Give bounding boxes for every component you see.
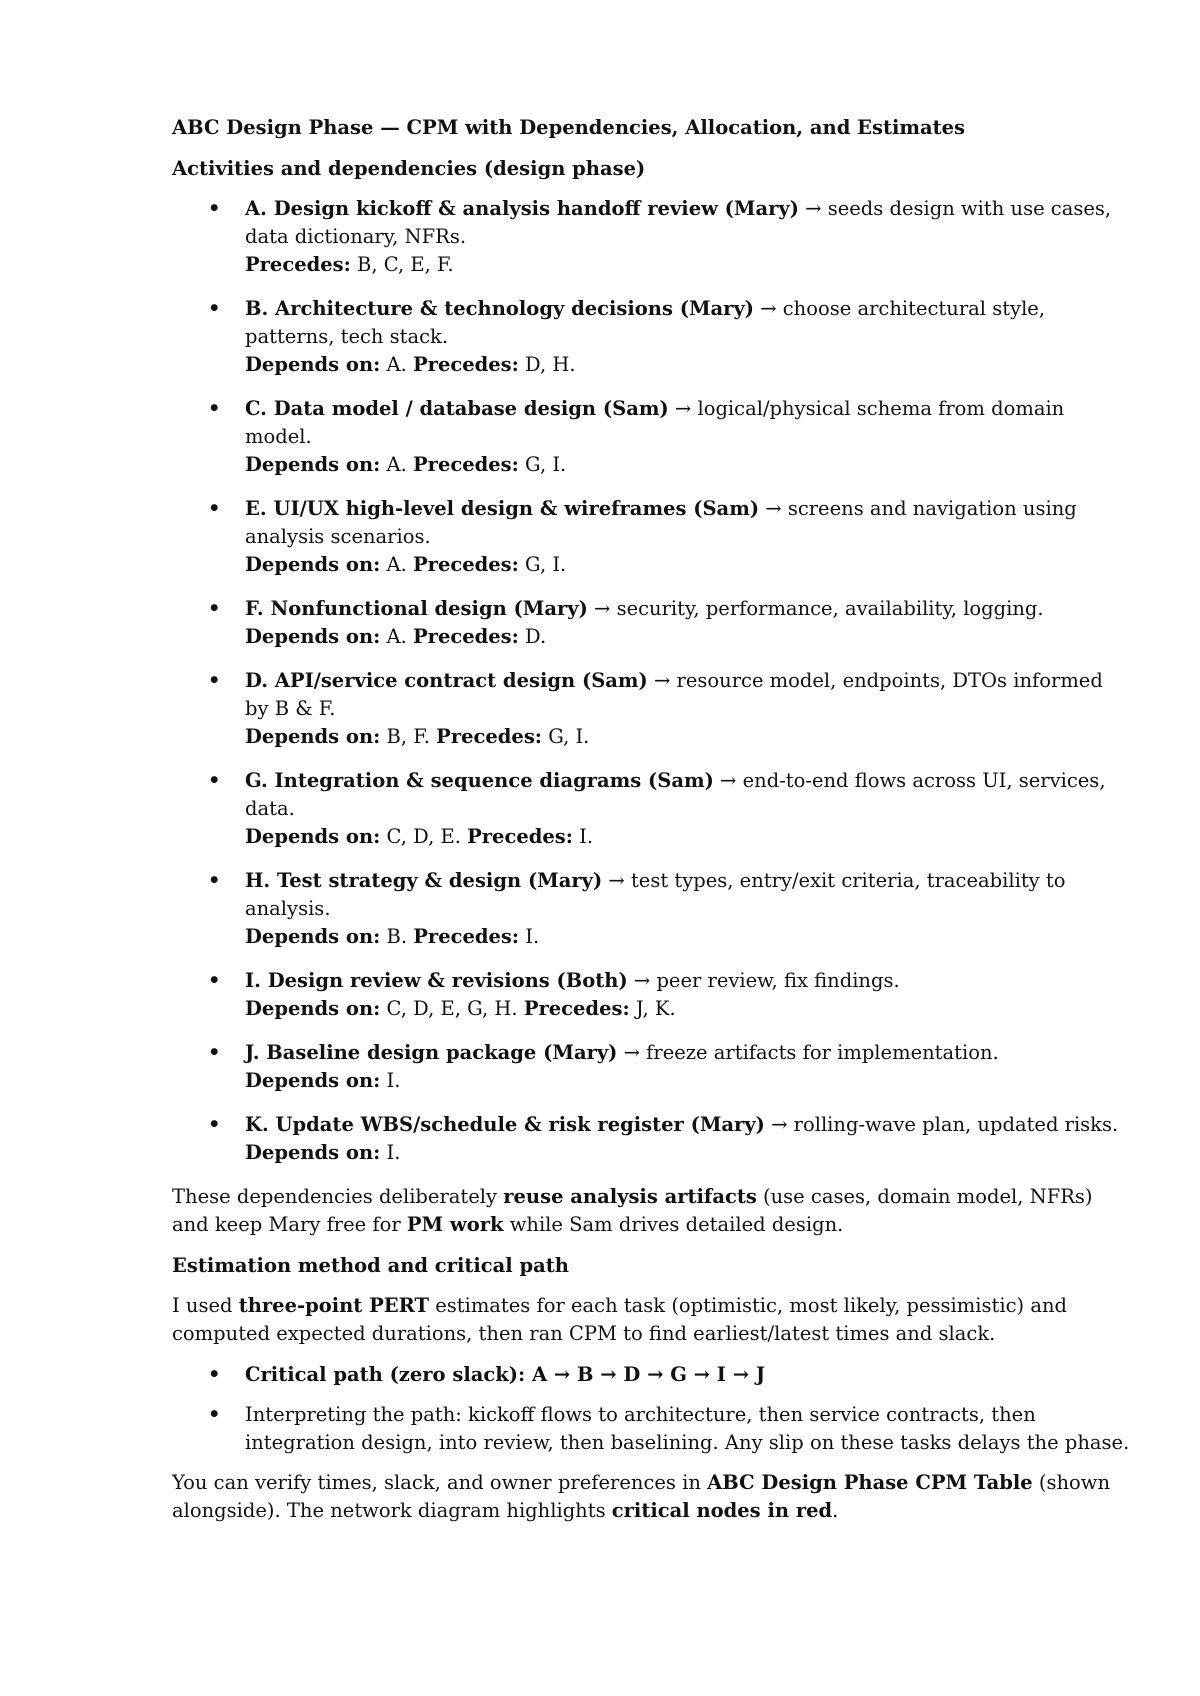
activity-item — [172, 1111, 1132, 1167]
activity-item — [172, 495, 1132, 579]
activity-dependencies — [245, 623, 1132, 651]
arrow: → — [798, 197, 828, 220]
bullet-icon: • — [208, 1363, 221, 1386]
dependency-label: Precedes: — [245, 253, 351, 276]
precedes-values: D. — [518, 625, 547, 648]
activity-description: freeze artifacts for implementation. — [646, 1041, 999, 1064]
critical-path-list — [172, 1361, 1132, 1457]
precedes-label: Precedes: — [413, 925, 520, 948]
dependency-values: B, F. — [380, 725, 437, 748]
list-item — [172, 1401, 1132, 1457]
bullet-icon: • — [208, 297, 221, 320]
dependency-values: I. — [380, 1069, 401, 1092]
bullet-icon: • — [208, 597, 221, 620]
dependency-values: A. — [380, 553, 414, 576]
section-heading-activities: Activities and dependencies (design phase) — [172, 157, 646, 180]
arrow: → — [754, 297, 783, 320]
activity-item — [172, 295, 1132, 379]
activity-description: screens and navigation using analysis scenarios. — [245, 497, 1077, 548]
arrow: → — [602, 869, 631, 892]
precedes-label: Precedes: — [523, 997, 630, 1020]
paragraph-emphasis: PM work — [406, 1213, 504, 1236]
bullet-icon: • — [208, 1403, 221, 1426]
bullet-icon: • — [208, 1041, 221, 1064]
bullet-icon: • — [208, 669, 221, 692]
dependency-values: C, D, E. — [380, 825, 468, 848]
dependency-label: Depends on: — [245, 825, 381, 848]
activity-dependencies — [245, 351, 1132, 379]
activity-dependencies — [245, 551, 1132, 579]
precedes-values: I. — [519, 925, 540, 948]
list-item — [172, 1361, 1132, 1389]
activity-item — [172, 395, 1132, 479]
precedes-values: I. — [572, 825, 594, 848]
activity-name: J. Baseline design package (Mary) — [245, 1041, 618, 1064]
arrow: → — [587, 597, 617, 620]
precedes-label: Precedes: — [413, 553, 519, 576]
dependency-values: B, C, E, F. — [350, 253, 454, 276]
precedes-label: Precedes: — [413, 353, 519, 376]
dependency-values: C, D, E, G, H. — [380, 997, 524, 1020]
paragraph-text: (shown alongside). The network diagram highlights — [172, 1471, 1111, 1522]
activity-dependencies — [245, 995, 1132, 1023]
bullet-icon: • — [208, 1113, 221, 1136]
estimation-paragraph — [172, 1292, 1132, 1348]
activity-description: resource model, endpoints, DTOs informed by B & F. — [245, 669, 1103, 720]
paragraph-text: These dependencies deliberately — [172, 1185, 504, 1208]
arrow: → — [713, 769, 743, 792]
activity-item — [172, 1039, 1132, 1095]
dependency-label: Depends on: — [245, 725, 381, 748]
activity-name: K. Update WBS/schedule & risk register (Mary) — [245, 1113, 765, 1136]
dependency-label: Depends on: — [245, 353, 381, 376]
paragraph-emphasis: reuse analysis artifacts — [503, 1185, 757, 1208]
paragraph-emphasis: three-point PERT — [238, 1294, 429, 1317]
activity-name: G. Integration & sequence diagrams (Sam) — [245, 769, 714, 792]
precedes-label: Precedes: — [467, 825, 573, 848]
dependency-label: Depends on: — [245, 1069, 381, 1092]
precedes-values: G, I. — [542, 725, 590, 748]
activity-dependencies — [245, 451, 1132, 479]
dependency-values: I. — [380, 1141, 401, 1164]
activity-item — [172, 595, 1132, 651]
dependencies-paragraph — [172, 1183, 1132, 1239]
activity-name: E. UI/UX high-level design & wireframes (Sam) — [245, 497, 760, 520]
activity-name: B. Architecture & technology decisions (Mary) — [245, 297, 755, 320]
arrow: → — [668, 397, 698, 420]
activity-name: A. Design kickoff & analysis handoff review (Mary) — [245, 197, 799, 220]
paragraph-text: (use cases, domain model, NFRs) and keep Mary free for — [172, 1185, 1093, 1236]
paragraph-text: while Sam drives detailed design. — [503, 1213, 844, 1236]
precedes-label: Precedes: — [413, 625, 519, 648]
activity-name: D. API/service contract design (Sam) — [245, 669, 648, 692]
dependency-label: Depends on: — [245, 453, 381, 476]
arrow: → — [759, 497, 788, 520]
bullet-icon: • — [208, 869, 221, 892]
dependency-label: Depends on: — [245, 925, 381, 948]
bullet-icon: • — [208, 397, 221, 420]
paragraph-emphasis: ABC Design Phase CPM Table — [707, 1471, 1033, 1494]
bullet-icon: • — [208, 769, 221, 792]
paragraph-emphasis: critical nodes in red — [611, 1499, 833, 1522]
activity-item — [172, 667, 1132, 751]
activity-dependencies — [245, 823, 1132, 851]
activity-dependencies — [245, 1067, 1132, 1095]
activity-description: rolling-wave plan, updated risks. — [793, 1113, 1119, 1136]
document-title: ABC Design Phase — CPM with Dependencies, Allocation, and Estimates — [172, 116, 966, 139]
bullet-icon: • — [208, 497, 221, 520]
activity-description: peer review, fix findings. — [656, 969, 900, 992]
precedes-values: J, K. — [629, 997, 676, 1020]
dependency-label: Depends on: — [245, 1141, 381, 1164]
activity-list — [172, 195, 1132, 1167]
dependency-label: Depends on: — [245, 553, 381, 576]
dependency-label: Depends on: — [245, 625, 381, 648]
activity-description: choose architectural style, patterns, tech stack. — [245, 297, 1046, 348]
verification-paragraph — [172, 1469, 1132, 1525]
dependency-values: B. — [380, 925, 414, 948]
activity-name: I. Design review & revisions (Both) — [245, 969, 628, 992]
bullet-icon: • — [208, 197, 221, 220]
paragraph-text: . — [832, 1499, 839, 1522]
activity-dependencies — [245, 251, 1132, 279]
activity-dependencies — [245, 1139, 1132, 1167]
arrow: → — [617, 1041, 647, 1064]
critical-path-label: Critical path (zero slack): A → B → D → G → I → J — [245, 1363, 766, 1386]
activity-description: test types, entry/exit criteria, traceability to analysis. — [245, 869, 1066, 920]
path-interpretation: Interpreting the path: kickoff flows to architecture, then service contracts, then integration design, into review, then baselining. Any slip on these tasks delays the phase. — [245, 1403, 1130, 1454]
arrow: → — [627, 969, 657, 992]
precedes-values: D, H. — [518, 353, 576, 376]
activity-name: H. Test strategy & design (Mary) — [245, 869, 603, 892]
dependency-values: A. — [380, 625, 414, 648]
activity-description: logical/physical schema from domain model. — [245, 397, 1065, 448]
arrow: → — [764, 1113, 794, 1136]
activity-item — [172, 867, 1132, 951]
precedes-values: G, I. — [518, 453, 567, 476]
bullet-icon: • — [208, 969, 221, 992]
section-heading-estimation: Estimation method and critical path — [172, 1254, 569, 1277]
activity-description: seeds design with use cases, data dictionary, NFRs. — [245, 197, 1112, 248]
activity-description: security, performance, availability, logging. — [616, 597, 1044, 620]
activity-name: F. Nonfunctional design (Mary) — [245, 597, 588, 620]
activity-dependencies — [245, 923, 1132, 951]
activity-name: C. Data model / database design (Sam) — [245, 397, 669, 420]
precedes-label: Precedes: — [436, 725, 542, 748]
dependency-values: A. — [380, 353, 414, 376]
dependency-values: A. — [380, 453, 414, 476]
paragraph-text: estimates for each task (optimistic, most likely, pessimistic) and computed expected durations, then ran CPM to find earliest/latest times and slack. — [172, 1294, 1067, 1345]
paragraph-text: I used — [172, 1294, 239, 1317]
dependency-label: Depends on: — [245, 997, 381, 1020]
activity-item — [172, 967, 1132, 1023]
paragraph-text: You can verify times, slack, and owner preferences in — [172, 1471, 708, 1494]
arrow: → — [647, 669, 677, 692]
activity-item — [172, 195, 1132, 279]
precedes-values: G, I. — [518, 553, 567, 576]
activity-description: end-to-end flows across UI, services, data. — [245, 769, 1106, 820]
precedes-label: Precedes: — [413, 453, 519, 476]
activity-item — [172, 767, 1132, 851]
document-page — [172, 114, 1132, 1538]
activity-dependencies — [245, 723, 1132, 751]
